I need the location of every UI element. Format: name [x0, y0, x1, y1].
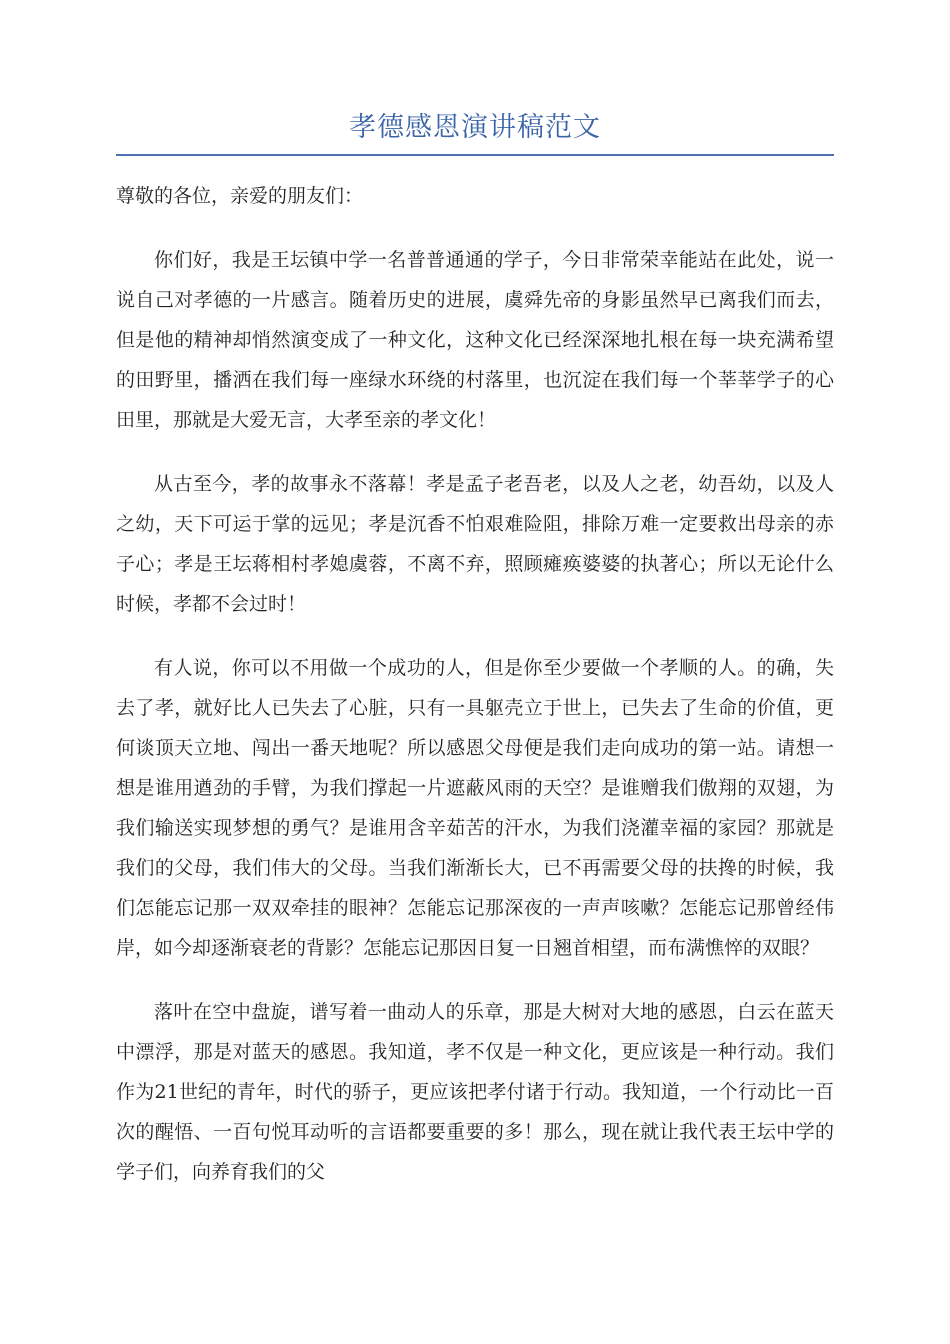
- salutation: 尊敬的各位，亲爱的朋友们：: [116, 185, 364, 207]
- title-underline: [116, 154, 834, 156]
- document-title: 孝德感恩演讲稿范文: [349, 112, 601, 143]
- paragraph-1: 你们好，我是王坛镇中学一名普普通通的学子，今日非常荣幸能站在此处，说一说自己对孝德的一片感言。随着历史的进展，虞舜先帝的身影虽然早已离我们而去，但是他的精神却悄然演变成了一种文化，这种文化已经深深地扎根在每一块充满希望的田野里，播洒在我们每一座绿水环绕的村落里，也沉淀在我们每一个莘莘学子的心田里，那就是大爱无言，大孝至亲的孝文化！: [116, 249, 834, 431]
- paragraph-4: 落叶在空中盘旋，谱写着一曲动人的乐章，那是大树对大地的感恩，白云在蓝天中漂浮，那是对蓝天的感恩。我知道，孝不仅是一种文化，更应该是一种行动。我们作为21世纪的青年，时代的骄子，更应该把孝付诸于行动。我知道，一个行动比一百次的醒悟、一百句悦耳动听的言语都要重要的多！那么，现在就让我代表王坛中学的学子们，向养育我们的父: [116, 1001, 834, 1183]
- paragraph-2: 从古至今，孝的故事永不落幕！孝是孟子老吾老，以及人之老，幼吾幼，以及人之幼，天下可运于掌的远见；孝是沉香不怕艰难险阻，排除万难一定要救出母亲的赤子心；孝是王坛蒋相村孝媳虞蓉，不离不弃，照顾瘫痪婆婆的执著心；所以无论什么时候，孝都不会过时！: [116, 473, 834, 615]
- paragraph-3: 有人说，你可以不用做一个成功的人，但是你至少要做一个孝顺的人。的确，失去了孝，就好比人已失去了心脏，只有一具躯壳立于世上，已失去了生命的价值，更何谈顶天立地、闯出一番天地呢？所以感恩父母便是我们走向成功的第一站。请想一想是谁用遒劲的手臂，为我们撑起一片遮蔽风雨的天空？是谁赠我们傲翔的双翅，为我们输送实现梦想的勇气？是谁用含辛茹苦的汗水，为我们浇灌幸福的家园？那就是我们的父母，我们伟大的父母。当我们渐渐长大，已不再需要父母的扶搀的时候，我们怎能忘记那一双双牵挂的眼神？怎能忘记那深夜的一声声咳嗽？怎能忘记那曾经伟岸，如今却逐渐衰老的背影？怎能忘记那因日复一日翘首相望，而布满憔悴的双眼？: [116, 657, 834, 959]
